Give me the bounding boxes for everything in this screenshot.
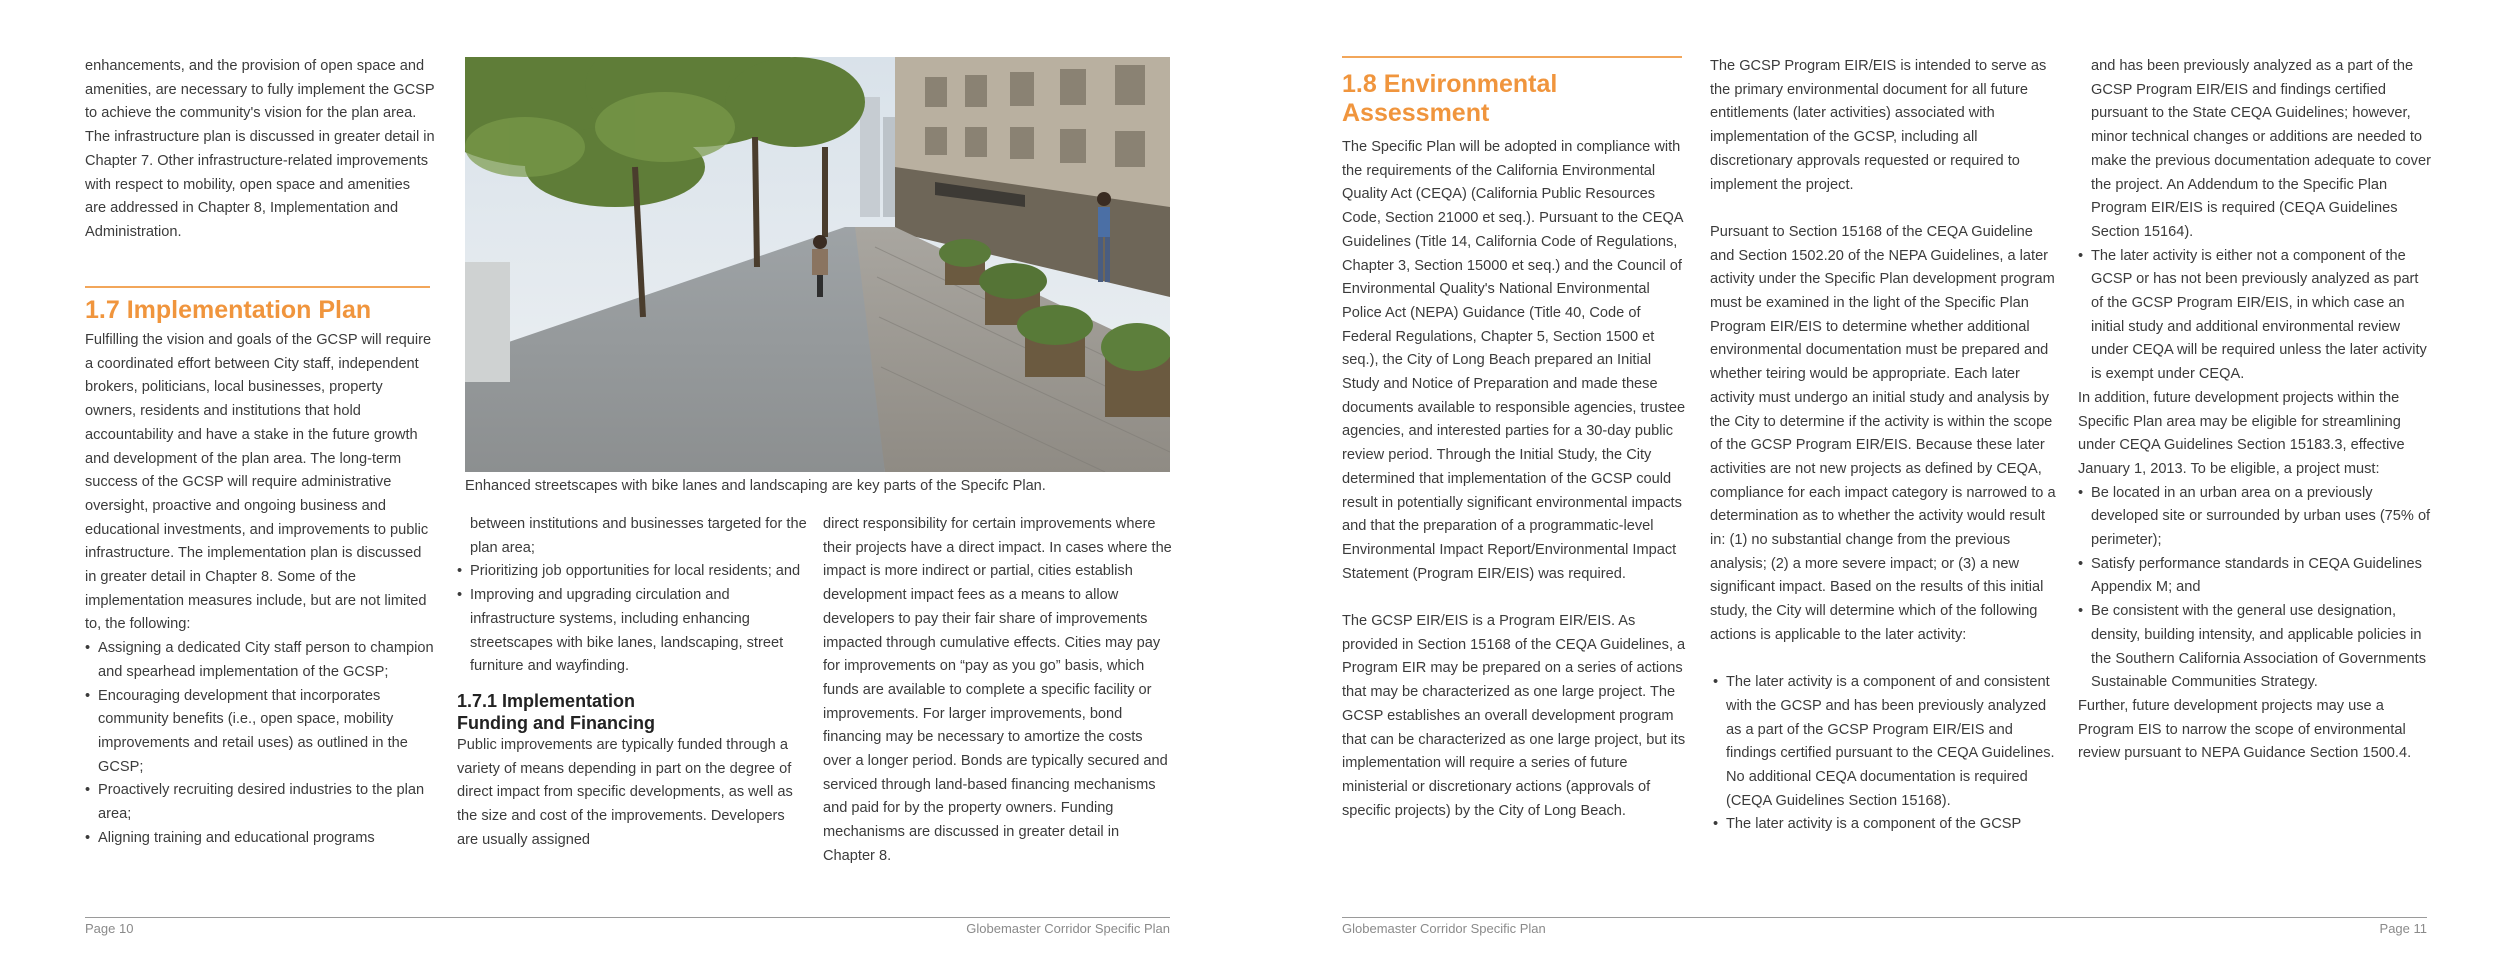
footer-title: Globemaster Corridor Specific Plan (1342, 921, 1546, 936)
section-rule (1342, 56, 1682, 58)
section-heading-implementation-plan: 1.7 Implementation Plan (85, 296, 372, 324)
subheading-line-2: Funding and Financing (457, 712, 655, 733)
list-item: • The later activity is a component of the GCSP (1713, 813, 2060, 837)
footer-page-number: Page 11 (2379, 921, 2427, 936)
footer-page-number: Page 10 (85, 921, 134, 936)
list-item: • Satisfy performance standards in CEQA Guidelines Appendix M; and (2078, 553, 2433, 600)
actions-bullet-list-cont (2078, 245, 2433, 387)
bullet-continuation: and has been previously analyzed as a part of the GCSP Program EIR/EIS and findings certified pursuant to the State CEQA Guidelines; however, minor technical changes or additions are needed to make the previous documentation adequate to cover the project. An Addendum to the Specific Plan Program EIR/EIS is required (CEQA Guidelines Section 15164). (2091, 58, 2431, 240)
section-heading-line-2: Assessment (1342, 99, 1490, 127)
funding-body-cont: direct responsibility for certain improvements where their projects have a direct impact. In cases where the impact is more indirect or partial, cities establish development impact fees as a means to allow developers to pay their fair share of improvements impacted through cumulative effects. Cities may pay for improvements on “pay as you go” basis, which funds are available to complete a specific facility or improvements. For larger improvements, bond financing may be necessary to amortize the costs over a longer period. Bonds are typically secured and serviced through land-based financing mechanisms and paid for by the property owners. Funding mechanisms are discussed in greater detail in Chapter 8. (823, 516, 1172, 864)
nepa-para: Further, future development projects may use a Program EIS to narrow the scope of environmental review pursuant to NEPA Guidance Section 1500.4. (2078, 697, 2412, 762)
list-item: • Be located in an urban area on a previously developed site or surrounded by urban uses (75% of perimeter); (2078, 482, 2433, 553)
right-column-3 (2078, 55, 2433, 766)
list-item: • The later activity is a component of and consistent with the GCSP and has been previously analyzed as a part of the GCSP Program EIR/EIS and findings certified pursuant to the CEQA Guidelines. No additional CEQA documentation is required (CEQA Guidelines Section 15168). (1713, 671, 2060, 813)
footer-rule (1342, 917, 2427, 918)
streetscape-photo (465, 57, 1170, 472)
section-rule (85, 286, 430, 288)
list-item: • Assigning a dedicated City staff person to champion and spearhead implementation of the GCSP; (85, 637, 435, 684)
program-para-1: The GCSP Program EIR/EIS is intended to serve as the primary environmental document for all future entitlements (later activities) associated with implementation of the GCSP, including all discretionary approvals requested or required to implement the project. (1710, 58, 2047, 193)
list-item: • The later activity is either not a component of the GCSP or has not been previously analyzed as part of the GCSP Program EIR/EIS, in which case an initial study and additional environmental review under CEQA will be required unless the later activity is exempt under CEQA. (2078, 245, 2433, 387)
footer-title: Globemaster Corridor Specific Plan (966, 921, 1170, 936)
bullet-continuation: between institutions and businesses targeted for the plan area; (470, 516, 807, 556)
right-column-2 (1710, 55, 2060, 837)
footer-rule (85, 917, 1170, 918)
implementation-bullet-list (85, 637, 435, 850)
list-item: • Proactively recruiting desired industries to the plan area; (85, 779, 435, 826)
left-column-3 (823, 513, 1175, 869)
program-para-2: Pursuant to Section 15168 of the CEQA Guideline and Section 1502.20 of the NEPA Guidelines, a later activity under the Specific Plan development program must be examined in the light of the Specific Plan Program EIR/EIS to determine whether additional environmental documentation must be prepared and whether teiring would be appropriate. Each later activity must undergo an initial study and analysis by the City to determine if the activity is within the scope of the GCSP Program EIR/EIS. Because these later activities are not new projects as defined by CEQA, compliance for each impact category is narrowed to a determination as to whether the activity would result in: (1) no substantial change from the previous analysis; (2) a more severe impact; or (3) a new significant impact. Based on the results of this initial study, the City will determine which of the following actions is applicable to the later activity: (1710, 223, 2056, 643)
right-column-1 (1342, 70, 1692, 823)
section-heading-line-1: 1.8 Environmental (1342, 70, 1558, 98)
left-column-1 (85, 55, 435, 245)
list-item: • Be consistent with the general use designation, density, building intensity, and applicable policies in the Southern California Association of Governments Sustainable Communities Strategy. (2078, 600, 2433, 695)
left-column-2 (457, 513, 807, 852)
actions-bullet-list (1710, 671, 2060, 837)
eligibility-bullet-list (2078, 482, 2433, 695)
intro-paragraph: enhancements, and the provision of open space and amenities, are necessary to fully implement the GCSP to achieve the community's vision for the plan area. The infrastructure plan is discussed in greater detail in Chapter 7. Other infrastructure-related improvements with respect to mobility, open space and amenities are addressed in Chapter 8, Implementation and Administration. (85, 58, 435, 240)
list-item: • Prioritizing job opportunities for local residents; and (457, 560, 807, 584)
left-column-1-section (85, 296, 435, 850)
environmental-para-1: The Specific Plan will be adopted in compliance with the requirements of the California Environmental Quality Act (CEQA) (California Public Resources Code, Section 21000 et seq.). Pursuant to the CEQA Guidelines (Title 14, California Code of Regulations, Chapter 3, Section 15000 et seq.) and the Council of Environmental Quality's National Environmental Police Act (NEPA) Guidance (Title 40, Code of Federal Regulations, Chapter 5, Section 1500 et seq.), the City of Long Beach prepared an Initial Study and Notice of Preparation and made these documents available to responsible agencies, trustee agencies, and interested parties for a 30-day public review period. Through the Initial Study, the City determined that implementation of the GCSP could result in potentially significant environmental impacts and that the preparation of a programmatic-level Environmental Impact Report/Environmental Impact Statement (Program EIR/EIS) was required. (1342, 139, 1686, 582)
list-item: • Improving and upgrading circulation and infrastructure systems, including enhancing streetscapes with bike lanes, landscaping, street furniture and wayfinding. (457, 584, 807, 679)
subheading-line-1: 1.7.1 Implementation (457, 690, 636, 711)
streamlining-para: In addition, future development projects within the Specific Plan area may be eligible for streamlining under CEQA Guidelines Section 15183.3, effective January 1, 2013. To be eligible, a project must: (2078, 389, 2405, 477)
photo-caption: Enhanced streetscapes with bike lanes and landscaping are key parts of the Specifc Plan. (465, 478, 1046, 494)
funding-body: Public improvements are typically funded through a variety of means depending in part on the degree of direct impact from specific developments, as well as the size and cost of the improvements. Developers are usually assigned (457, 736, 793, 848)
implementation-bullet-list-cont (457, 560, 807, 679)
implementation-body: Fulfilling the vision and goals of the GCSP will require a coordinated effort between City staff, independent brokers, politicians, local businesses, property owners, residents and institutions that hold accountability and have a stake in the future growth and development of the plan area. The long-term success of the GCSP will require administrative oversight, proactive and ongoing business and educational investments, and improvements to public infrastructure. The implementation plan is discussed in greater detail in Chapter 8. Some of the implementation measures include, but are not limited to, the following: (85, 332, 432, 633)
list-item: • Aligning training and educational programs (85, 827, 435, 851)
environmental-para-2: The GCSP EIR/EIS is a Program EIR/EIS. As provided in Section 15168 of the CEQA Guidelines, a Program EIR may be prepared on a series of actions that may be characterized as one large project. The GCSP establishes an overall development program that can be characterized as one large project, but its implementation will require a series of future ministerial or discretionary actions (approvals of specific projects) by the City of Long Beach. (1342, 613, 1686, 819)
list-item: • Encouraging development that incorporates community benefits (i.e., open space, mobility improvements and retail uses) as outlined in the GCSP; (85, 685, 435, 780)
